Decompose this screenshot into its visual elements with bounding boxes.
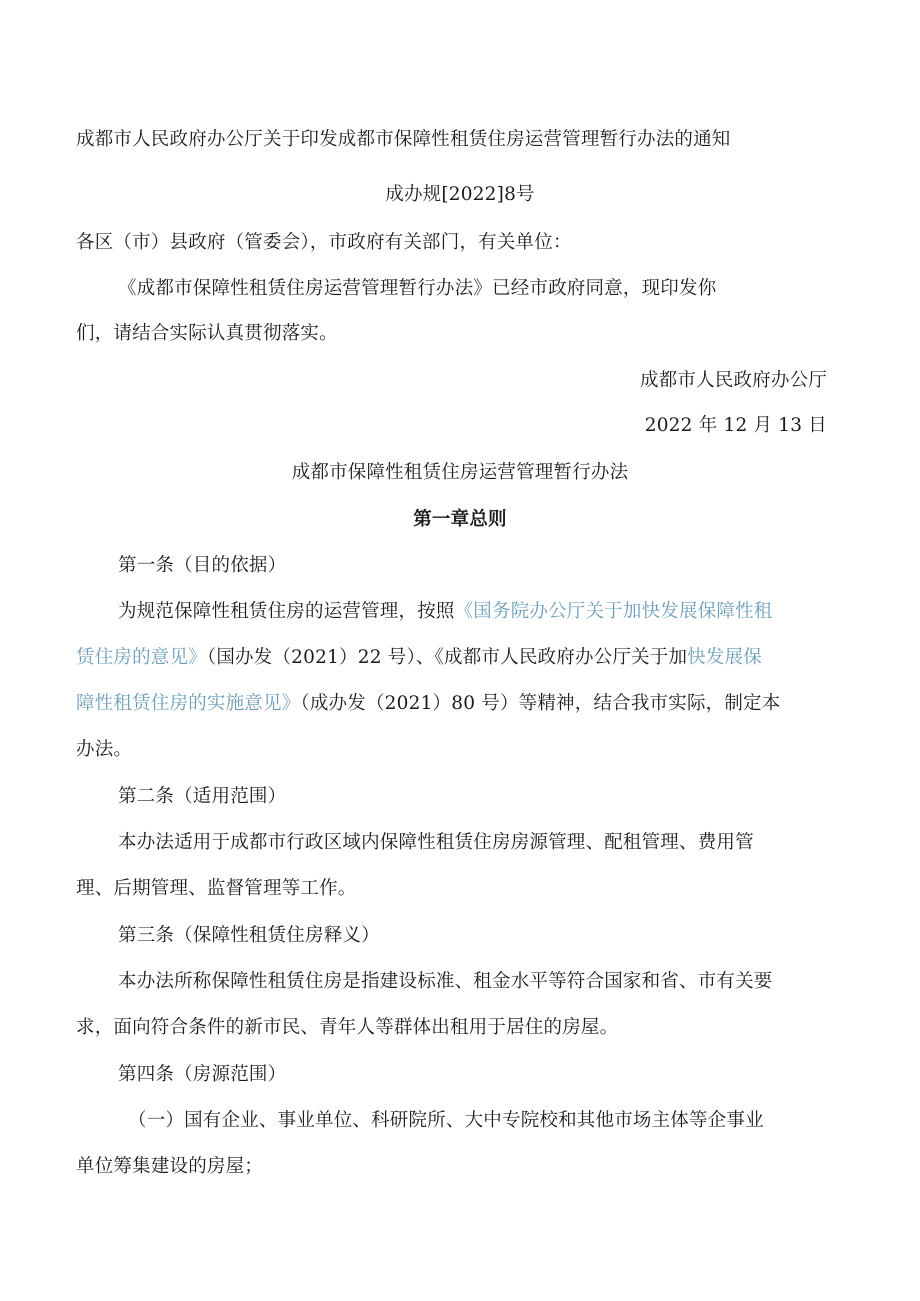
- article-3-line-2: 求，面向符合条件的新市民、青年人等群体出租用于居住的房屋。: [76, 1017, 619, 1038]
- law-title: 成都市保障性租赁住房运营管理暂行办法: [291, 462, 629, 483]
- article-2-line-1: 本办法适用于成都市行政区域内保障性租赁住房房源管理、配租管理、费用管: [118, 832, 754, 853]
- article-1-line-1: [118, 600, 888, 624]
- article-1-text: （国办发（2021）22 号）、《成都市人民政府办公厅关于加: [206, 647, 688, 668]
- article-4-heading: 第四条（房源范围）: [118, 1064, 287, 1085]
- notice-title: 成都市人民政府办公厅关于印发成都市保障性租赁住房运营管理暂行办法的通知: [76, 129, 731, 150]
- doc-number: 成办规[2022]8号: [385, 184, 535, 205]
- article-1-text: 办法。: [76, 739, 133, 760]
- addressee: 各区（市）县政府（管委会），市政府有关部门，有关单位：: [76, 232, 572, 253]
- article-2-heading: 第二条（适用范围）: [118, 786, 287, 807]
- policy-link-chengdu[interactable]: 快发展保: [687, 647, 762, 668]
- article-1-heading: 第一条（目的依据）: [118, 555, 287, 576]
- policy-link-chengdu-cont[interactable]: 障性租赁住房的实施意见》: [76, 693, 301, 714]
- chapter-heading: 第一章总则: [413, 509, 507, 530]
- issue-date: 2022 年 12 月 13 日: [644, 415, 827, 436]
- article-1-text: 为规范保障性租赁住房的运营管理，按照: [118, 601, 455, 622]
- article-3-heading: 第三条（保障性租赁住房释义）: [118, 925, 380, 946]
- article-2-line-2: 理、后期管理、监督管理等工作。: [76, 878, 357, 899]
- article-4-line-1: （一）国有企业、事业单位、科研院所、大中专院校和其他市场主体等企事业: [128, 1110, 764, 1131]
- notice-body-line-1: 《成都市保障性租赁住房运营管理暂行办法》已经市政府同意，现印发你: [118, 278, 717, 299]
- article-1-text: （成办发（2021）80 号）等精神，结合我市实际，制定本: [300, 693, 781, 714]
- article-4-line-2: 单位筹集建设的房屋；: [76, 1156, 264, 1177]
- notice-body-line-2: 们，请结合实际认真贯彻落实。: [76, 323, 338, 344]
- policy-link-state-council-cont[interactable]: 赁住房的意见》: [76, 647, 207, 668]
- article-3-line-1: 本办法所称保障性租赁住房是指建设标准、租金水平等符合国家和省、市有关要: [118, 971, 773, 992]
- article-1-line-3: [76, 692, 846, 716]
- article-1-line-4: [76, 738, 846, 762]
- signer: 成都市人民政府办公厅: [639, 370, 827, 391]
- article-1-line-2: [76, 646, 846, 670]
- policy-link-state-council[interactable]: 《国务院办公厅关于加快发展保障性租: [454, 601, 773, 622]
